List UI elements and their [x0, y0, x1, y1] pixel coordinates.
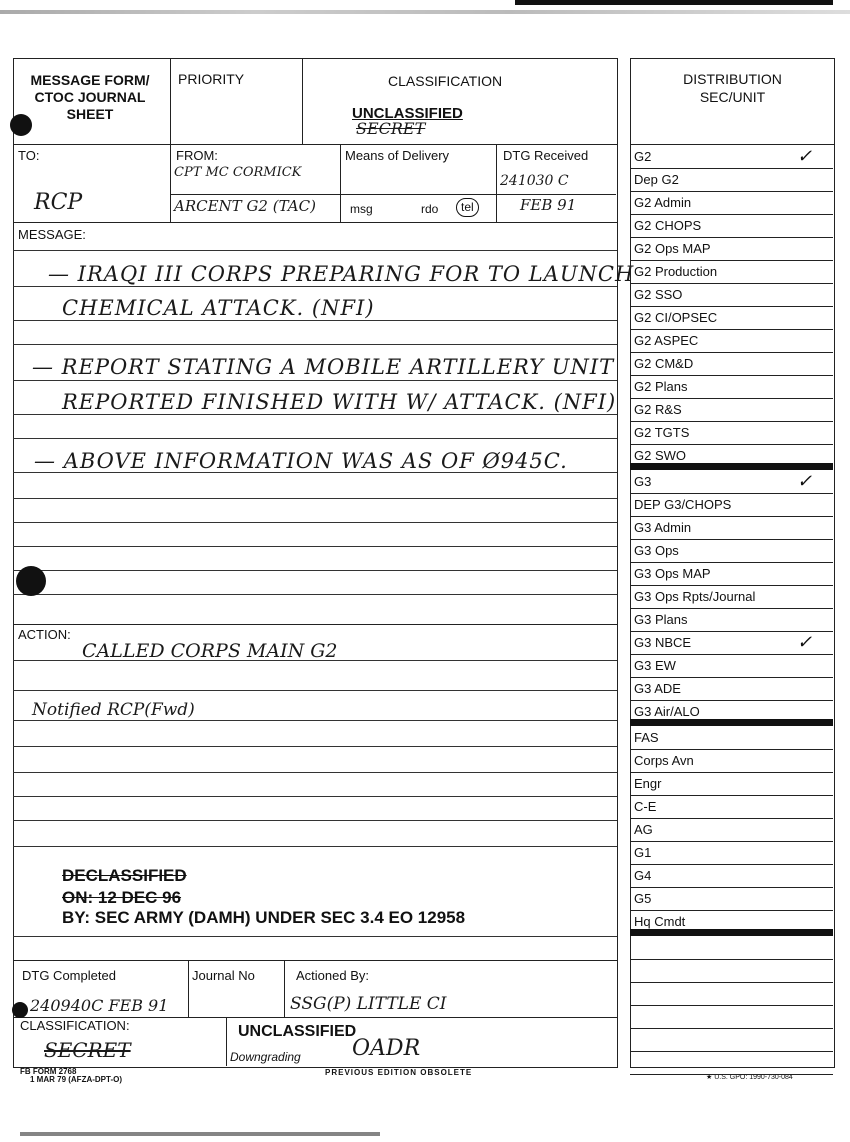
routing-divider-3 [496, 144, 497, 222]
means-tel: tel [456, 198, 479, 217]
distribution-row-label: Corps Avn [634, 753, 694, 768]
distribution-row [630, 306, 833, 330]
message-line-5: — ABOVE INFORMATION WAS AS OF Ø945C. [34, 449, 568, 473]
distribution-row [630, 191, 833, 215]
distribution-row-label: G2 [634, 149, 652, 164]
priority-label: PRIORITY [178, 71, 245, 87]
distribution-row [630, 352, 833, 376]
check-mark-icon: ✓ [797, 471, 813, 492]
dtg-received-label: DTG Received [503, 148, 589, 163]
action-line-2: Notified RCP(Fwd) [32, 700, 195, 720]
distribution-row-label: G3 Ops Rpts/Journal [634, 589, 756, 604]
from-line1: CPT MC CORMICK [174, 165, 302, 180]
oadr-value: OADR [352, 1036, 421, 1061]
distribution-row [630, 772, 833, 796]
message-line-3: — REPORT STATING A MOBILE ARTILLERY UNIT [32, 355, 615, 379]
message-rule [13, 344, 617, 345]
previous-edition: PREVIOUS EDITION OBSOLETE [325, 1068, 473, 1077]
message-rule [13, 320, 617, 321]
distribution-row-label: G2 ASPEC [634, 333, 699, 348]
message-rule [13, 498, 617, 499]
routing-mid-rule [170, 194, 616, 195]
message-rule [13, 594, 617, 595]
distribution-row [630, 168, 833, 192]
distribution-row-label: G2 TGTS [634, 425, 690, 440]
distribution-row-label: G3 NBCE [634, 635, 692, 650]
to-value: RCP [34, 190, 83, 215]
distribution-row [630, 470, 833, 494]
scan-bottom-edge [20, 1132, 380, 1136]
distribution-row-label: G2 CM&D [634, 356, 694, 371]
message-line-1: — IRAQI III CORPS PREPARING FOR TO LAUNCH [48, 262, 635, 286]
distribution-row-label: G5 [634, 891, 652, 906]
action-rule [13, 796, 617, 797]
actioned-value: SSG(P) LITTLE CI [290, 994, 447, 1014]
footer-divider-1 [188, 960, 189, 1018]
distribution-row-label: Hq Cmdt [634, 914, 686, 929]
distribution-row-label: FAS [634, 730, 659, 745]
message-rule [13, 380, 617, 381]
distribution-row [630, 749, 833, 773]
declass-line-1: DECLASSIFIED [62, 866, 187, 885]
distribution-row [630, 585, 833, 609]
declass-line-3: BY: SEC ARMY (DAMH) UNDER SEC 3.4 EO 12958 [62, 908, 466, 927]
form-date: 1 MAR 79 (AFZA-DPT-O) [30, 1075, 122, 1084]
distribution-section-divider [630, 463, 833, 470]
distribution-row-label: DEP G3/CHOPS [634, 497, 732, 512]
from-label: FROM: [176, 148, 218, 163]
distribution-row [630, 329, 833, 353]
distribution-row [630, 283, 833, 307]
distribution-row-label: G3 Air/ALO [634, 704, 700, 719]
form-title: MESSAGE FORM/ CTOC JOURNAL SHEET [30, 72, 150, 122]
message-line-4: REPORTED FINISHED WITH W/ ATTACK. (NFI) [62, 390, 617, 414]
distribution-title-1: DISTRIBUTION [683, 71, 782, 87]
distribution-row [630, 539, 833, 563]
dtg-completed-value: 240940C FEB 91 [30, 996, 169, 1015]
means-msg: msg [350, 202, 373, 216]
header-divider-1 [170, 58, 171, 144]
message-rule [13, 438, 617, 439]
distribution-row-label: G2 SWO [634, 448, 687, 463]
distribution-row [630, 1051, 833, 1075]
dtg-received-line1: 241030 C [500, 173, 569, 189]
message-rule [13, 250, 617, 251]
routing-divider-1 [170, 144, 171, 222]
distribution-row [630, 562, 833, 586]
footer-divider-2 [284, 960, 285, 1018]
distribution-row [630, 493, 833, 517]
distribution-header [631, 70, 834, 106]
distribution-row [630, 795, 833, 819]
distribution-row-label: G4 [634, 868, 652, 883]
routing-divider-2 [340, 144, 341, 222]
distribution-row-label: G2 Production [634, 264, 718, 279]
footer-divider-3 [226, 1017, 227, 1066]
distribution-row-label: G2 Admin [634, 195, 692, 210]
declass-line-2: ON: 12 DEC 96 [62, 888, 182, 907]
from-line2: ARCENT G2 (TAC) [174, 197, 316, 215]
distribution-row [630, 237, 833, 261]
means-label: Means of Delivery [345, 148, 450, 163]
action-rule [13, 936, 617, 937]
action-rule [13, 772, 617, 773]
distribution-row [630, 818, 833, 842]
distribution-row-label: Dep G2 [634, 172, 679, 187]
distribution-row-label: G1 [634, 845, 652, 860]
distribution-row [630, 887, 833, 911]
means-rdo: rdo [421, 202, 439, 216]
actioned-label: Actioned By: [296, 968, 369, 983]
action-rule [13, 746, 617, 747]
distribution-row [630, 608, 833, 632]
distribution-row-label: G3 [634, 474, 652, 489]
distribution-row [630, 260, 833, 284]
action-rule [13, 820, 617, 821]
header-divider-2 [302, 58, 303, 144]
distribution-row-label: G2 Plans [634, 379, 688, 394]
distribution-row-label: G3 Ops [634, 543, 679, 558]
distribution-row-label: C-E [634, 799, 657, 814]
scan-top-bar [515, 0, 833, 5]
punch-hole-mark-top [10, 114, 32, 136]
distribution-row-label: G2 R&S [634, 402, 682, 417]
distribution-row [630, 726, 833, 750]
distribution-section-divider [630, 719, 833, 726]
distribution-row [630, 1005, 833, 1029]
distribution-row-label: G3 Admin [634, 520, 692, 535]
distribution-row-label: Engr [634, 776, 662, 791]
gpo-notice: ★ U.S. GPO: 1990-730-084 [706, 1074, 793, 1081]
distribution-section-divider [630, 929, 833, 936]
distribution-row [630, 1028, 833, 1052]
message-rule [13, 522, 617, 523]
distribution-row-label: G2 CI/OPSEC [634, 310, 718, 325]
distribution-row [630, 936, 833, 960]
distribution-row-label: G3 Ops MAP [634, 566, 711, 581]
distribution-row [630, 841, 833, 865]
action-label: ACTION: [18, 627, 71, 642]
downgrading-label: Downgrading [230, 1050, 301, 1064]
distribution-row-label: G3 ADE [634, 681, 681, 696]
distribution-row [630, 375, 833, 399]
footer-classification-value: UNCLASSIFIED [238, 1023, 357, 1040]
message-rule [13, 286, 617, 287]
footer-classification-struck: SECRET [44, 1038, 131, 1062]
action-line-1: CALLED CORPS MAIN G2 [82, 640, 338, 662]
distribution-row-label: G2 SSO [634, 287, 683, 302]
distribution-row [630, 145, 833, 169]
punch-hole-mark-bottom [12, 1002, 28, 1018]
message-line-2: CHEMICAL ATTACK. (NFI) [62, 296, 375, 320]
action-top-rule [13, 624, 617, 625]
distribution-row [630, 654, 833, 678]
distribution-title-2: SEC/UNIT [699, 89, 766, 105]
check-mark-icon: ✓ [797, 146, 813, 167]
dtg-received-line2: FEB 91 [520, 196, 577, 214]
message-rule [13, 546, 617, 547]
distribution-row [630, 631, 833, 655]
distribution-row [630, 398, 833, 422]
check-mark-icon: ✓ [797, 632, 813, 653]
distribution-row [630, 959, 833, 983]
message-rule [13, 570, 617, 571]
distribution-row-label: G3 EW [634, 658, 676, 673]
classification-struck: SECRET [356, 119, 426, 138]
punch-hole-mark [16, 566, 46, 596]
dtg-completed-label: DTG Completed [22, 968, 116, 983]
distribution-row-label: G2 Ops MAP [634, 241, 711, 256]
action-rule [13, 846, 617, 847]
action-rule [13, 720, 617, 721]
classification-value: UNCLASSIFIED [352, 105, 463, 122]
journal-label: Journal No [192, 968, 255, 983]
scan-top-edge [0, 10, 850, 14]
classification-label: CLASSIFICATION [388, 73, 503, 89]
distribution-row [630, 864, 833, 888]
to-label: TO: [18, 148, 40, 163]
form-id: FB FORM 2768 [20, 1067, 77, 1076]
message-rule [13, 414, 617, 415]
distribution-row-label: AG [634, 822, 653, 837]
routing-bottom-rule [13, 222, 617, 223]
footer-classification-label: CLASSIFICATION: [20, 1018, 130, 1033]
distribution-row [630, 421, 833, 445]
message-label: MESSAGE: [18, 227, 86, 242]
distribution-row-label: G2 CHOPS [634, 218, 702, 233]
distribution-row [630, 516, 833, 540]
distribution-row-label: G3 Plans [634, 612, 688, 627]
action-rule [13, 690, 617, 691]
distribution-row [630, 214, 833, 238]
distribution-row [630, 677, 833, 701]
distribution-row [630, 982, 833, 1006]
footer-top-rule [13, 960, 617, 961]
header-bottom-rule [13, 144, 617, 145]
